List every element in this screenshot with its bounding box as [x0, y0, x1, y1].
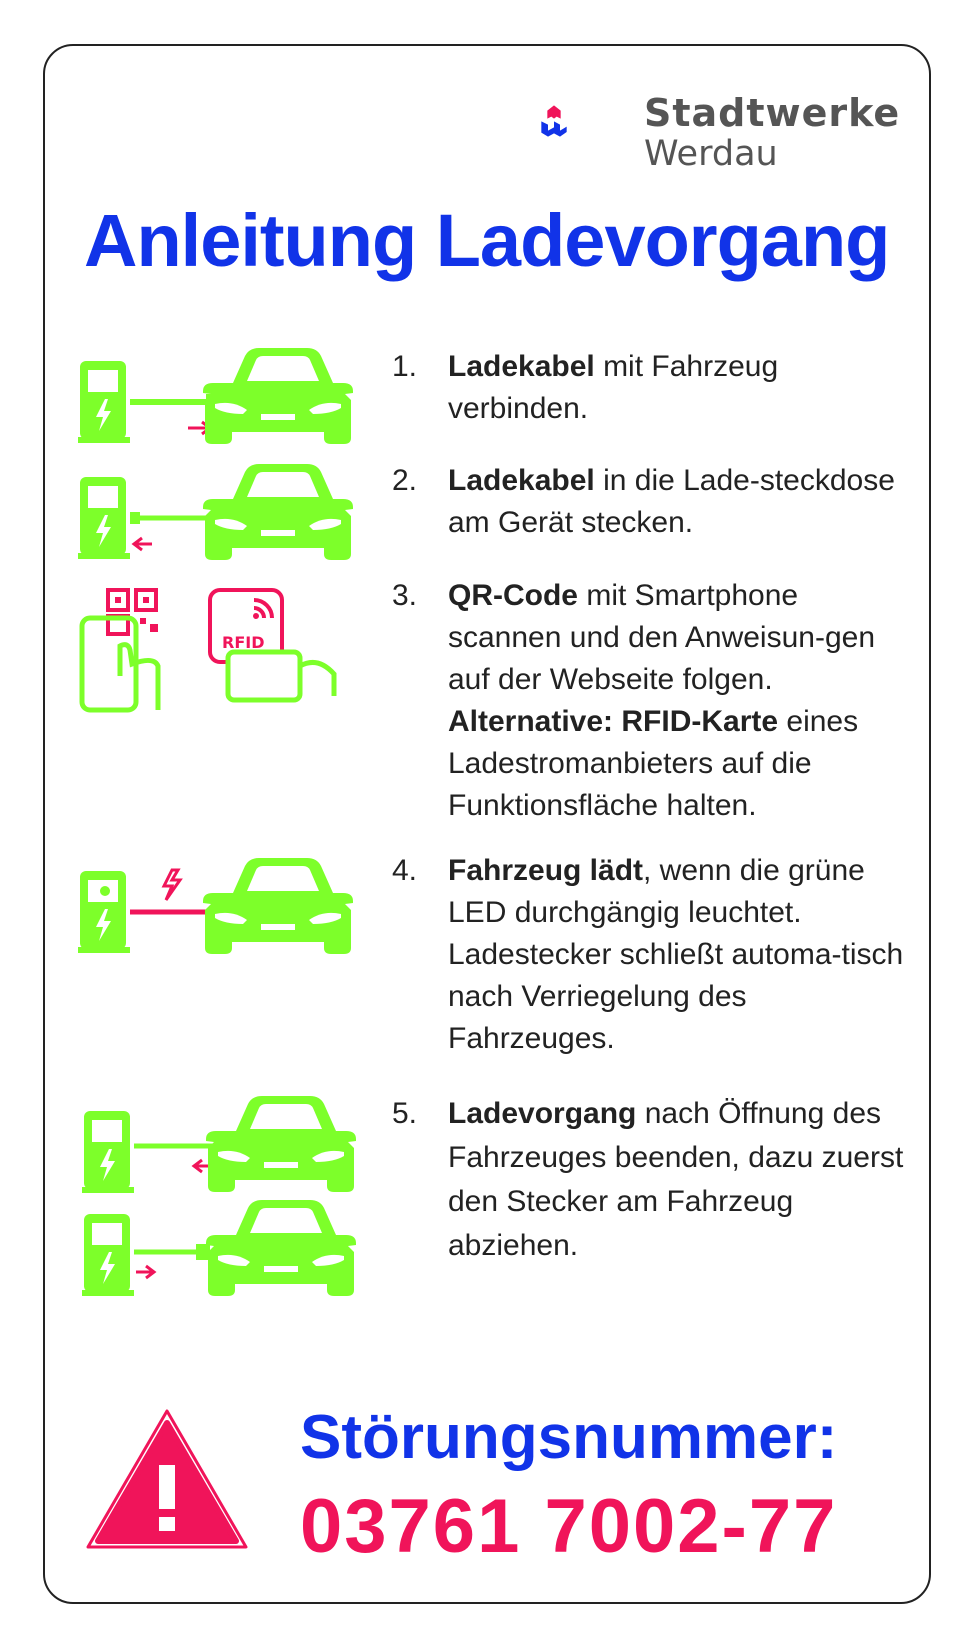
- step-keyword: Ladekabel: [448, 464, 595, 497]
- rfid-label: RFID: [222, 633, 265, 652]
- step-text: in die Lade-steckdose am Gerät stecken.: [448, 464, 895, 539]
- step-number: 2.: [392, 464, 418, 497]
- car-plug-in-icon: [78, 346, 358, 446]
- step-3: [392, 575, 912, 827]
- step-keyword: QR-Code: [448, 579, 578, 612]
- step-4: [392, 850, 912, 1060]
- step-number: 3.: [392, 579, 418, 612]
- hotline-number[interactable]: 03761 7002-77: [300, 1484, 838, 1569]
- hotline-label: Störungsnummer:: [300, 1403, 838, 1472]
- charging-icon: [78, 856, 358, 956]
- step-text: mit Fahrzeug verbinden.: [448, 350, 779, 425]
- step-number: 5.: [392, 1097, 418, 1130]
- brand-name: [644, 91, 901, 174]
- step-number: 1.: [392, 350, 418, 383]
- step-keyword: Ladekabel: [448, 350, 595, 383]
- step-keyword: Fahrzeug lädt: [448, 854, 644, 887]
- step-keyword: Ladevorgang: [448, 1097, 637, 1130]
- step-2: [392, 460, 912, 544]
- unplug-icon: [78, 1096, 358, 1296]
- step-alternative-text: eines Ladestromanbieters auf die Funktionsfläche halten.: [448, 705, 859, 822]
- step-text: mit Smartphone scannen und den Anweisun-gen auf der Webseite folgen.: [448, 579, 876, 696]
- brand-line-1: Stadtwerke: [644, 91, 901, 135]
- step-number: 4.: [392, 854, 418, 887]
- step-5: [392, 1092, 912, 1268]
- step-text: , wenn die grüne LED durchgängig leuchtet. Ladestecker schließt automa-tisch nach Verriegelung des Fahrzeuges.: [448, 854, 904, 1055]
- warning-icon: [82, 1405, 252, 1555]
- cable-to-station-icon: [78, 462, 358, 562]
- page-title: Anleitung Ladevorgang: [84, 199, 890, 282]
- brand-line-2: Werdau: [644, 134, 778, 174]
- step-alternative-keyword: Alternative: RFID-Karte: [448, 705, 779, 738]
- stadtwerke-logo-icon: [540, 72, 650, 172]
- step-1: [392, 346, 912, 430]
- qr-rfid-icon: [78, 586, 348, 721]
- step-text: nach Öffnung des Fahrzeuges beenden, dazu zuerst den Stecker am Fahrzeug abziehen.: [448, 1097, 904, 1262]
